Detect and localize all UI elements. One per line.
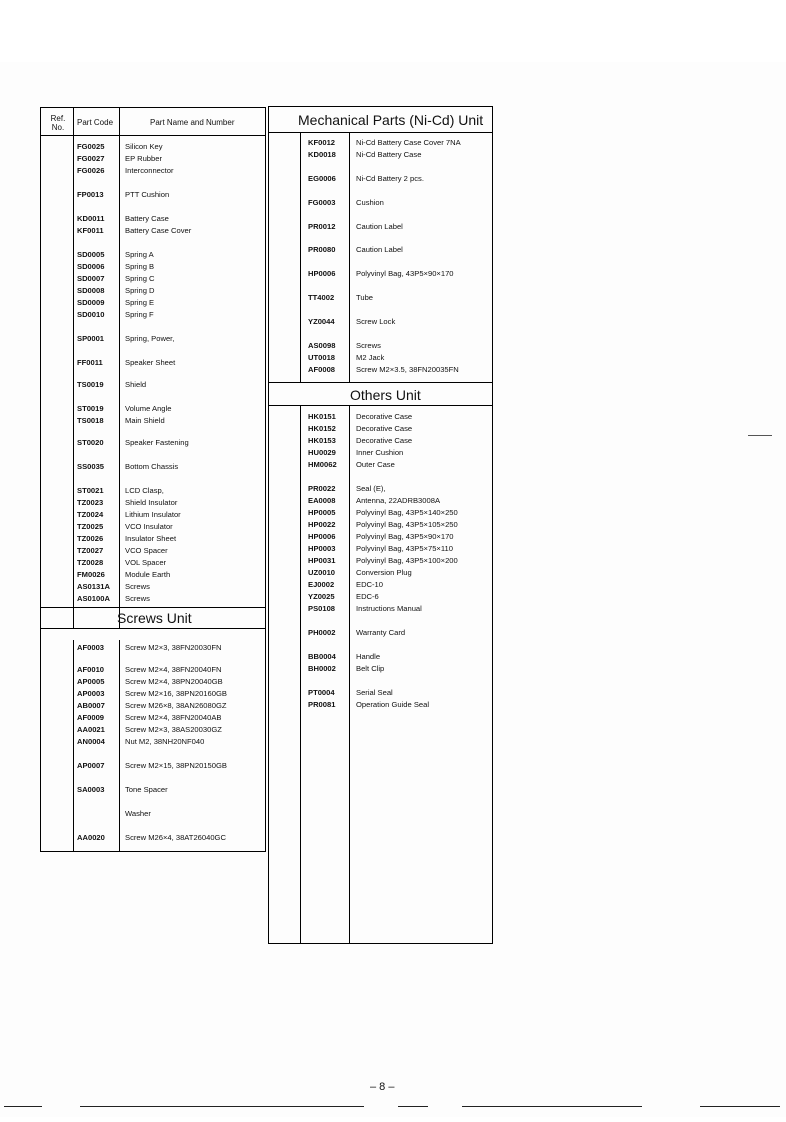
part-name: Polyvinyl Bag, 43P5×100×200 (356, 556, 458, 565)
part-code: AP0007 (77, 761, 105, 770)
part-code: PR0012 (308, 222, 336, 231)
part-name: Tone Spacer (125, 785, 168, 794)
part-code: PR0080 (308, 245, 336, 254)
part-name: Screw M2×16, 38PN20160GB (125, 689, 227, 698)
part-code: HK0152 (308, 424, 336, 433)
part-code: FG0003 (308, 198, 336, 207)
page-number: – 8 – (370, 1081, 395, 1093)
scan-edge-line (80, 1106, 364, 1107)
header-part-code: Part Code (77, 118, 114, 127)
part-code: AP0005 (77, 677, 105, 686)
right-code-divider (349, 132, 350, 382)
part-name: M2 Jack (356, 353, 385, 362)
part-name: Interconnector (125, 166, 174, 175)
part-name: Lithium Insulator (125, 510, 181, 519)
part-code: AS0098 (308, 341, 336, 350)
part-code: BH0002 (308, 664, 336, 673)
part-name: Handle (356, 652, 381, 661)
part-code: HP0022 (308, 520, 336, 529)
scan-artifact-mark (748, 435, 772, 436)
part-name: EDC-10 (356, 580, 384, 589)
part-code: EA0008 (308, 496, 336, 505)
part-code: ST0020 (77, 438, 104, 447)
part-name: Shield (125, 380, 147, 389)
part-code: YZ0025 (308, 592, 335, 601)
part-name: Battery Case Cover (125, 226, 192, 235)
part-name: VCO Insulator (125, 522, 173, 531)
scan-edge-line (398, 1106, 428, 1107)
part-code: SD0010 (77, 310, 105, 319)
mechanical-parts-title: Mechanical Parts (Ni-Cd) Unit (298, 112, 484, 128)
part-code: AS0100A (77, 594, 110, 603)
part-name: Module Earth (125, 570, 171, 579)
part-code: HP0006 (308, 532, 336, 541)
part-name: Seal (E), (356, 484, 386, 493)
part-code: HP0031 (308, 556, 336, 565)
part-name: Screw M2×3, 38AS20030GZ (125, 725, 222, 734)
ref-column-divider-screws (73, 640, 74, 851)
part-name: Insulator Sheet (125, 534, 177, 543)
part-name: Spring B (125, 262, 155, 271)
right-ref-divider (300, 132, 301, 382)
part-code: YZ0044 (308, 317, 335, 326)
part-code: AS0131A (77, 582, 110, 591)
part-code: SS0035 (77, 462, 105, 471)
part-name: Spring C (125, 274, 155, 283)
part-code: TZ0024 (77, 510, 104, 519)
part-name: Shield Insulator (125, 498, 178, 507)
part-code: HU0029 (308, 448, 336, 457)
part-name: Screw Lock (356, 317, 396, 326)
part-code: EG0006 (308, 174, 336, 183)
part-code: AA0020 (77, 833, 105, 842)
part-code: PH0002 (308, 628, 336, 637)
part-name: EP Rubber (125, 154, 163, 163)
part-code: FG0025 (77, 142, 105, 151)
right-ref-divider-others (300, 406, 301, 943)
part-code: AN0004 (77, 737, 105, 746)
part-code: AA0021 (77, 725, 105, 734)
code-column-divider (119, 108, 120, 628)
part-name: LCD Clasp, (125, 486, 164, 495)
part-name: Spring A (125, 250, 154, 259)
part-name: Tube (356, 293, 374, 302)
part-code: KF0011 (77, 226, 104, 235)
part-code: HP0005 (308, 508, 336, 517)
part-name: Screw M2×4, 38FN20040AB (125, 713, 222, 722)
part-code: TZ0027 (77, 546, 104, 555)
part-name: Decorative Case (356, 412, 413, 421)
part-code: ST0019 (77, 404, 104, 413)
part-code: TZ0023 (77, 498, 104, 507)
part-name: Screw M2×3, 38FN20030FN (125, 643, 222, 652)
part-name: Caution Label (356, 245, 403, 254)
part-name: Polyvinyl Bag, 43P5×105×250 (356, 520, 458, 529)
part-code: HK0153 (308, 436, 336, 445)
others-title-top-line (269, 382, 492, 383)
part-code: TT4002 (308, 293, 335, 302)
part-code: FM0026 (77, 570, 105, 579)
part-name: Screw M26×4, 38AT26040GC (125, 833, 226, 842)
scan-edge-line (700, 1106, 780, 1107)
part-name: Serial Seal (356, 688, 393, 697)
part-code: PR0081 (308, 700, 336, 709)
part-name: Inner Cushion (356, 448, 404, 457)
part-name: Decorative Case (356, 436, 413, 445)
ref-column-divider (73, 108, 74, 628)
part-name: Belt Clip (356, 664, 385, 673)
part-name: Decorative Case (356, 424, 413, 433)
screws-title-bottom-line (41, 628, 265, 629)
part-name: Silicon Key (125, 142, 163, 151)
part-code: AF0008 (308, 365, 336, 374)
part-code: SD0005 (77, 250, 105, 259)
part-code: AP0003 (77, 689, 105, 698)
part-name: Bottom Chassis (125, 462, 179, 471)
part-name: Ni-Cd Battery Case (356, 150, 422, 159)
part-code: AF0010 (77, 665, 105, 674)
part-name: Cushion (356, 198, 384, 207)
part-name: Polyvinyl Bag, 43P5×75×110 (356, 544, 453, 553)
part-code: TS0019 (77, 380, 104, 389)
part-code: HP0003 (308, 544, 336, 553)
part-name: Speaker Sheet (125, 358, 176, 367)
part-code: KD0018 (308, 150, 336, 159)
part-name: Spring, Power, (125, 334, 175, 343)
part-name: Polyvinyl Bag, 43P5×140×250 (356, 508, 458, 517)
part-code: SD0007 (77, 274, 105, 283)
part-code: TZ0028 (77, 558, 104, 567)
part-code: HK0151 (308, 412, 336, 421)
part-name: Spring E (125, 298, 155, 307)
part-name: Speaker Fastening (125, 438, 189, 447)
part-code: HP0006 (308, 269, 336, 278)
part-code: FP0013 (77, 190, 104, 199)
part-name: Battery Case (125, 214, 169, 223)
part-name: Polyvinyl Bag, 43P5×90×170 (356, 269, 454, 278)
part-name: Screw M2×3.5, 38FN20035FN (356, 365, 459, 374)
others-title-bottom-line (269, 405, 492, 406)
part-code: EJ0002 (308, 580, 335, 589)
code-column-divider-screws (119, 640, 120, 851)
part-code: KF0012 (308, 138, 336, 147)
part-name: Antenna, 22ADRB3008A (356, 496, 441, 505)
right-code-divider-others (349, 406, 350, 943)
part-name: Caution Label (356, 222, 403, 231)
part-code: KD0011 (77, 214, 105, 223)
others-unit-title: Others Unit (350, 387, 421, 403)
header-divider (41, 135, 265, 136)
part-name: Washer (125, 809, 151, 818)
part-name: PTT Cushion (125, 190, 170, 199)
part-code: HM0062 (308, 460, 337, 469)
part-code: PS0108 (308, 604, 336, 613)
scan-edge-line (462, 1106, 642, 1107)
part-name: Screw M26×8, 38AN26080GZ (125, 701, 227, 710)
part-code: SD0008 (77, 286, 105, 295)
part-name: Screws (356, 341, 381, 350)
part-code: PR0022 (308, 484, 336, 493)
part-name: Screw M2×4, 38FN20040FN (125, 665, 222, 674)
part-code: SP0001 (77, 334, 105, 343)
scan-edge-line (4, 1106, 42, 1107)
part-name: Polyvinyl Bag, 43P5×90×170 (356, 532, 454, 541)
part-name: Spring D (125, 286, 155, 295)
part-name: Operation Guide Seal (356, 700, 430, 709)
part-code: UT0018 (308, 353, 336, 362)
part-name: Nut M2, 38NH20NF040 (125, 737, 205, 746)
part-name: Volume Angle (125, 404, 172, 413)
part-name: Outer Case (356, 460, 395, 469)
part-code: SD0009 (77, 298, 105, 307)
header-ref-no: Ref. No. (50, 114, 66, 132)
part-code: TS0018 (77, 416, 104, 425)
part-code: AF0009 (77, 713, 105, 722)
part-code: ST0021 (77, 486, 104, 495)
part-code: PT0004 (308, 688, 335, 697)
part-name: Screws (125, 594, 150, 603)
part-code: AF0003 (77, 643, 105, 652)
part-code: SA0003 (77, 785, 105, 794)
part-name: Ni-Cd Battery 2 pcs. (356, 174, 424, 183)
part-name: Spring F (125, 310, 154, 319)
header-part-name: Part Name and Number (150, 118, 235, 127)
part-name: VOL Spacer (125, 558, 167, 567)
part-name: Screw M2×4, 38PN20040GB (125, 677, 223, 686)
part-name: Main Shield (125, 416, 165, 425)
part-code: SD0006 (77, 262, 105, 271)
part-name: Warranty Card (356, 628, 406, 637)
part-name: EDC-6 (356, 592, 379, 601)
screws-title-top-line (41, 607, 265, 608)
part-code: FF0011 (77, 358, 103, 367)
screws-unit-title: Screws Unit (117, 610, 192, 626)
part-name: VCO Spacer (125, 546, 168, 555)
part-code: BB0004 (308, 652, 336, 661)
part-code: AB0007 (77, 701, 105, 710)
mech-title-divider (269, 132, 492, 133)
part-name: Ni-Cd Battery Case Cover 7NA (356, 138, 461, 147)
part-code: TZ0026 (77, 534, 104, 543)
part-name: Conversion Plug (356, 568, 412, 577)
part-code: TZ0025 (77, 522, 104, 531)
part-code: FG0026 (77, 166, 105, 175)
part-name: Screws (125, 582, 150, 591)
part-code: UZ0010 (308, 568, 336, 577)
part-name: Instructions Manual (356, 604, 422, 613)
part-code: FG0027 (77, 154, 105, 163)
part-name: Screw M2×15, 38PN20150GB (125, 761, 227, 770)
